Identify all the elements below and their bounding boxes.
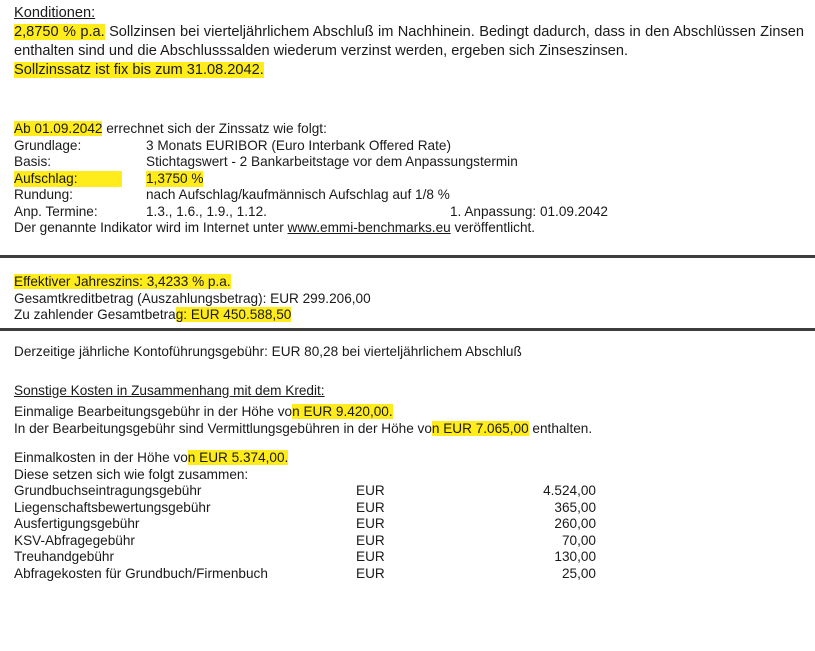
footer-text-end: veröffentlicht.	[450, 220, 536, 235]
konditionen-paragraph	[14, 23, 804, 61]
cost-amount: 365,00	[554, 499, 596, 515]
cost-name: Grundbuchseintragungsgebühr	[14, 483, 202, 498]
indikator-label: Grundlage:	[14, 137, 82, 153]
cost-currency: EUR	[356, 565, 385, 581]
indikator-section	[14, 121, 804, 237]
indikator-value: 3 Monats EURIBOR (Euro Interbank Offered Rate)	[146, 137, 451, 153]
cost-row	[14, 566, 804, 583]
cost-name: Abfragekosten für Grundbuch/Firmenbuch	[14, 565, 268, 581]
cost-currency: EUR	[356, 516, 385, 531]
gesamtkreditbetrag: Gesamtkreditbetrag (Auszahlungsbetrag): EUR 299.206,00	[14, 290, 371, 306]
indikator-value: 1.3., 1.6., 1.9., 1.12.	[146, 203, 267, 219]
cost-name: Ausfertigungsgebühr	[14, 516, 140, 531]
cost-row	[14, 483, 804, 500]
bearbeitungsgebuehr-label: Einmalige Bearbeitungsgebühr in der Höhe vo	[14, 404, 293, 419]
indikator-footer	[14, 220, 804, 237]
section-divider	[0, 328, 815, 331]
cost-currency: EUR	[356, 483, 385, 498]
section-divider	[0, 255, 815, 258]
indikator-value: nach Aufschlag/kaufmännisch Aufschlag auf 1/8 %	[146, 187, 450, 202]
cost-currency: EUR	[356, 549, 385, 564]
cost-amount: 25,00	[561, 565, 596, 581]
emmi-link[interactable]: www.emmi-benchmarks.eu	[287, 220, 451, 235]
cost-amount: 260,00	[554, 516, 596, 531]
indikator-intro: errechnet sich der Zinssatz wie folgt:	[102, 121, 327, 136]
kontofuehrung: Derzeitige jährliche Kontoführungsgebühr: EUR 80,28 bei vierteljährlichem Abschluß	[14, 344, 522, 359]
indikator-value: Stichtagswert - 2 Bankarbeitstage vor dem Anpassungstermin	[146, 154, 518, 169]
cost-row	[14, 549, 804, 566]
sollzins-rate: 2,8750 % p.a.	[14, 24, 105, 40]
cost-name: Liegenschaftsbewertungsgebühr	[14, 499, 211, 515]
fixed-until-note: Sollzinssatz ist fix bis zum 31.08.2042.	[14, 62, 264, 78]
indikator-row	[14, 204, 804, 221]
cost-row	[14, 516, 804, 533]
cost-amount: 130,00	[554, 549, 596, 564]
indikator-row	[14, 187, 804, 204]
indikator-row	[14, 138, 804, 155]
bearbeitungsgebuehr-value: n EUR 9.420,00.	[292, 404, 393, 419]
indikator-label: Basis:	[14, 154, 52, 169]
footer-text: Der genannte Indikator wird im Internet unter	[14, 220, 288, 235]
kosten-section	[14, 344, 804, 582]
cost-currency: EUR	[356, 499, 385, 515]
indikator-value: 1,3750 %	[146, 170, 204, 186]
cost-row	[14, 500, 804, 517]
vermittlung-end: enthalten.	[528, 420, 593, 436]
gesamtbetrag-value: g: EUR 450.588,50	[175, 307, 292, 322]
sonstige-kosten-heading: Sonstige Kosten in Zusammenhang mit dem Kredit:	[14, 382, 325, 398]
cost-amount: 4.524,00	[543, 483, 596, 498]
from-date: Ab 01.09.2042	[14, 121, 103, 136]
vermittlung-value: n EUR 7.065,00	[431, 420, 529, 436]
konditionen-section	[14, 4, 804, 80]
cost-row	[14, 533, 804, 550]
gesamtbetrag-label: Zu zahlender Gesamtbetra	[14, 307, 176, 322]
cost-currency: EUR	[356, 532, 385, 548]
effektiver-jahreszins: Effektiver Jahreszins: 3,4233 % p.a.	[14, 274, 231, 289]
indikator-rows	[14, 138, 804, 221]
konditionen-heading: Konditionen:	[14, 5, 96, 21]
indikator-label: Anp. Termine:	[14, 203, 98, 219]
zusammensetzung-note: Diese setzen sich wie folgt zusammen:	[14, 466, 249, 482]
cost-table	[14, 483, 804, 582]
summary-section	[14, 274, 371, 324]
indikator-label: Rundung:	[14, 187, 73, 202]
cost-amount: 70,00	[561, 532, 596, 548]
indikator-row	[14, 154, 804, 171]
cost-name: KSV-Abfragegebühr	[14, 532, 135, 548]
indikator-extra: 1. Anpassung: 01.09.2042	[450, 203, 608, 219]
indikator-label: Aufschlag:	[14, 171, 122, 188]
indikator-row	[14, 171, 804, 188]
konditionen-text: Sollzinsen bei vierteljährlichem Abschluß im Nachhinein. Bedingt dadurch, dass in den Abschlüssen Zinsen enthalten sind und die Abschlusssalden wiederum verzinst werden, ergeben sich Zinseszinsen.	[14, 24, 804, 59]
einmalkosten-value: n EUR 5.374,00.	[187, 450, 289, 465]
cost-name: Treuhandgebühr	[14, 549, 115, 564]
vermittlung-label: In der Bearbeitungsgebühr sind Vermittlungsgebühren in der Höhe vo	[14, 420, 432, 436]
einmalkosten-label: Einmalkosten in der Höhe vo	[14, 450, 188, 465]
